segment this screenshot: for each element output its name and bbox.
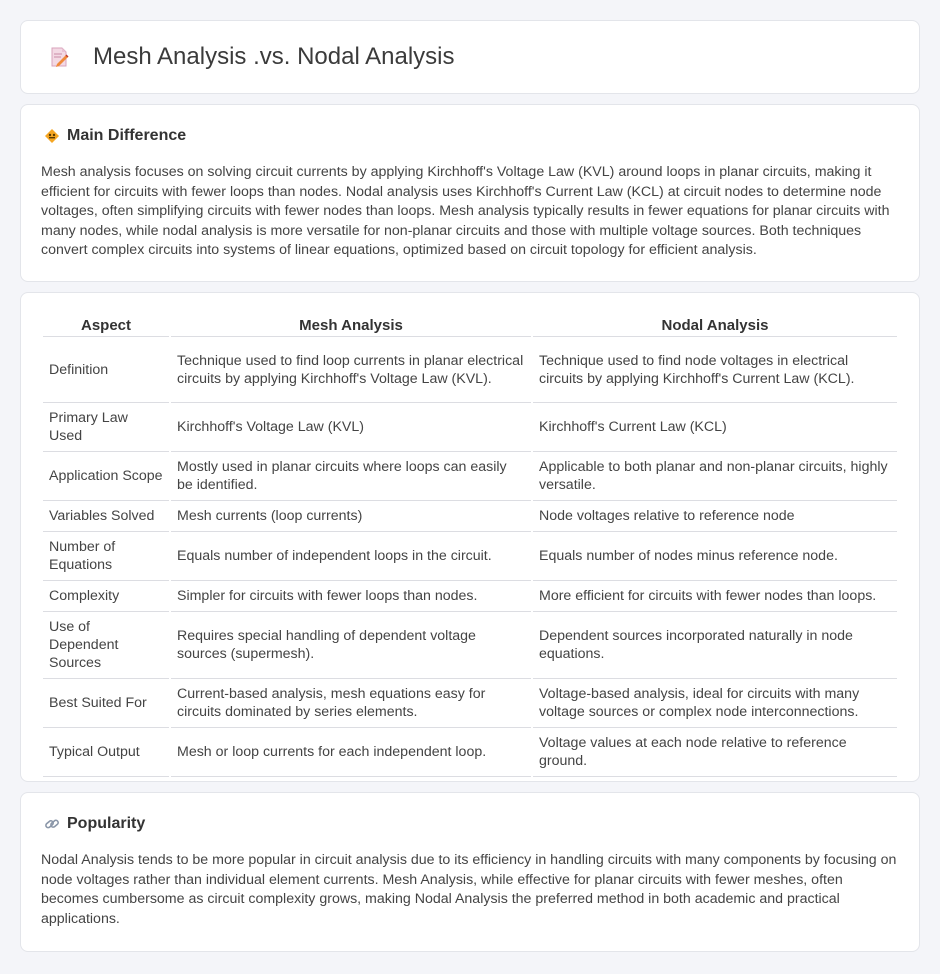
nodal-cell: Dependent sources incorporated naturally in node equations. xyxy=(533,612,897,679)
mesh-cell: Technique used to find loop currents in planar electrical circuits by applying Kirchhoff's Voltage Law (KVL). xyxy=(171,337,531,403)
aspect-cell: Primary Law Used xyxy=(43,403,169,452)
table-row xyxy=(43,452,897,501)
mesh-cell: Simpler for circuits with fewer loops than nodes. xyxy=(171,581,531,612)
main-difference-heading xyxy=(41,127,899,145)
mesh-cell: Current-based analysis, mesh equations easy for circuits dominated by series elements. xyxy=(171,679,531,728)
page-title: Mesh Analysis .vs. Nodal Analysis xyxy=(93,43,455,70)
popularity-section xyxy=(20,792,920,952)
aspect-cell: Variables Solved xyxy=(43,501,169,532)
document-edit-icon xyxy=(47,44,73,70)
popularity-text: Nodal Analysis tends to be more popular in circuit analysis due to its efficiency in handling circuits with many components by focusing on node voltages rather than individual element currents. Mesh Analysis, while effective for planar circuits with fewer meshes, often becomes cumbersome as circuit complexity grows, making Nodal Analysis the preferred method in both academic and practical applications. xyxy=(41,852,897,927)
table-row xyxy=(43,612,897,679)
table-row xyxy=(43,728,897,777)
table-row xyxy=(43,501,897,532)
aspect-cell: Complexity xyxy=(43,581,169,612)
aspect-cell: Number of Equations xyxy=(43,532,169,581)
title-card xyxy=(20,20,920,94)
aspect-cell: Typical Output xyxy=(43,728,169,777)
main-difference-section xyxy=(20,104,920,282)
main-difference-title: Main Difference xyxy=(67,127,187,144)
link-icon xyxy=(43,815,61,833)
aspect-cell: Best Suited For xyxy=(43,679,169,728)
comparison-table xyxy=(41,311,899,777)
table-header-row xyxy=(43,311,897,337)
nodal-cell: Kirchhoff's Current Law (KCL) xyxy=(533,403,897,452)
column-header-mesh: Mesh Analysis xyxy=(171,311,531,337)
aspect-cell: Application Scope xyxy=(43,452,169,501)
nodal-cell: Applicable to both planar and non-planar circuits, highly versatile. xyxy=(533,452,897,501)
nodal-cell: More efficient for circuits with fewer nodes than loops. xyxy=(533,581,897,612)
diamond-sign-icon xyxy=(43,127,61,145)
column-header-nodal: Nodal Analysis xyxy=(533,311,897,337)
nodal-cell: Technique used to find node voltages in electrical circuits by applying Kirchhoff's Current Law (KCL). xyxy=(533,337,897,403)
table-row xyxy=(43,581,897,612)
table-row xyxy=(43,337,897,403)
table-row xyxy=(43,532,897,581)
mesh-cell: Mesh currents (loop currents) xyxy=(171,501,531,532)
mesh-cell: Equals number of independent loops in the circuit. xyxy=(171,532,531,581)
nodal-cell: Voltage-based analysis, ideal for circuits with many voltage sources or complex node interconnections. xyxy=(533,679,897,728)
popularity-title: Popularity xyxy=(67,815,146,832)
popularity-heading xyxy=(41,815,899,833)
aspect-cell: Definition xyxy=(43,337,169,403)
aspect-cell: Use of Dependent Sources xyxy=(43,612,169,679)
mesh-cell: Mostly used in planar circuits where loops can easily be identified. xyxy=(171,452,531,501)
table-row xyxy=(43,403,897,452)
mesh-cell: Kirchhoff's Voltage Law (KVL) xyxy=(171,403,531,452)
nodal-cell: Equals number of nodes minus reference node. xyxy=(533,532,897,581)
main-difference-text: Mesh analysis focuses on solving circuit currents by applying Kirchhoff's Voltage Law (KVL) around loops in planar circuits, making it efficient for circuits with fewer loops than nodes. Nodal analysis uses Kirchhoff's Current Law (KCL) at circuit nodes to determine node voltages, often simplifying circuits with fewer nodes than loops. Mesh analysis typically results in fewer equations for planar circuits with many nodes, while nodal analysis is more versatile for non-planar circuits and those with multiple voltage sources. Both techniques convert complex circuits into systems of linear equations, optimized based on circuit topology for efficient analysis. xyxy=(41,164,890,259)
mesh-cell: Mesh or loop currents for each independent loop. xyxy=(171,728,531,777)
comparison-section xyxy=(20,292,920,782)
nodal-cell: Voltage values at each node relative to reference ground. xyxy=(533,728,897,777)
mesh-cell: Requires special handling of dependent voltage sources (supermesh). xyxy=(171,612,531,679)
column-header-aspect: Aspect xyxy=(43,311,169,337)
nodal-cell: Node voltages relative to reference node xyxy=(533,501,897,532)
table-row xyxy=(43,679,897,728)
